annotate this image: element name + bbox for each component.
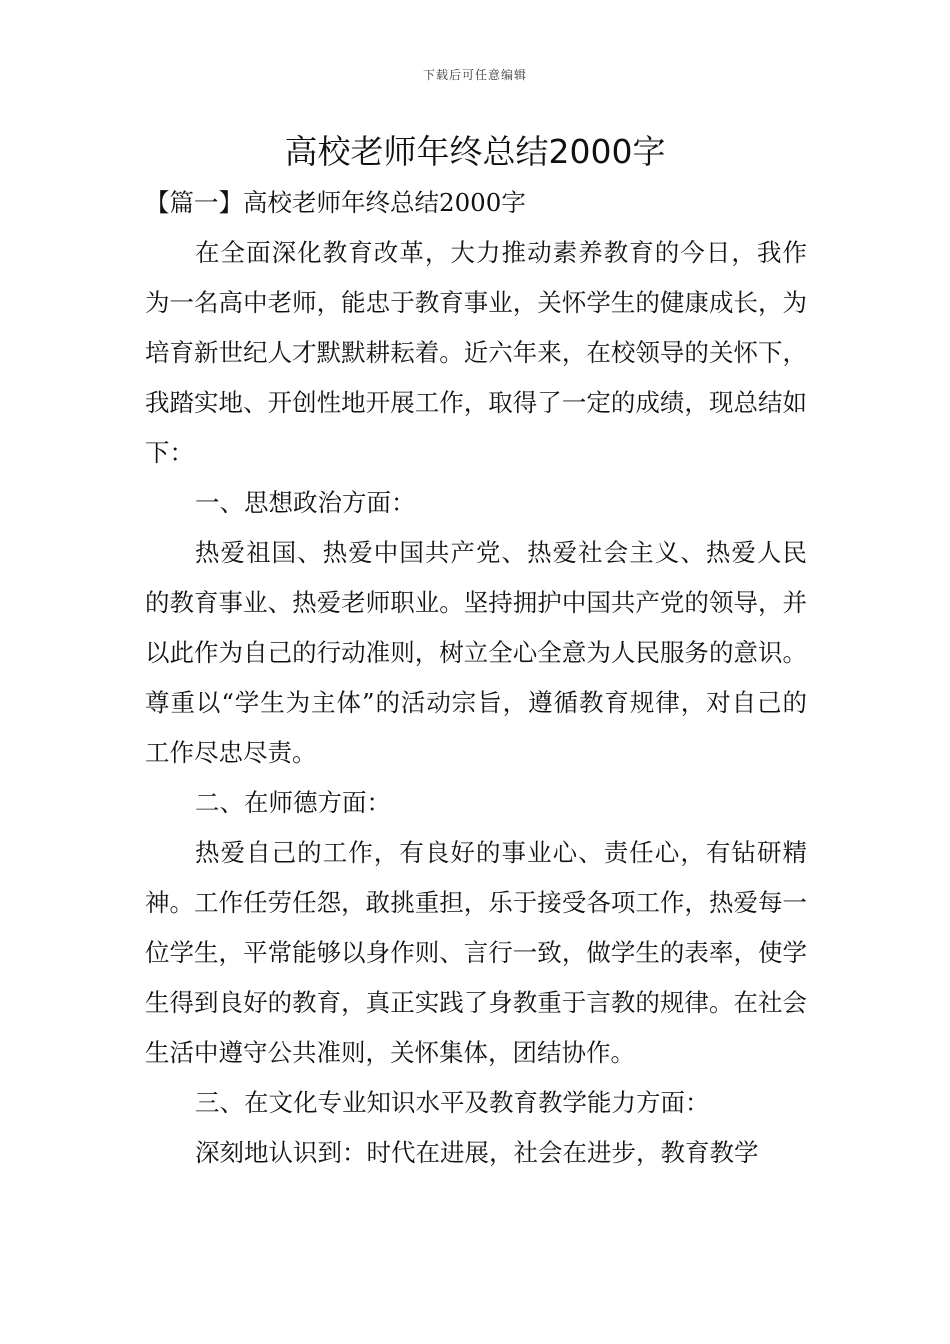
document-body — [145, 178, 807, 1178]
header-note: 下载后可任意编辑 — [422, 68, 527, 82]
paragraph-intro: 在全面深化教育改革，大力推动素养教育的今日，我作为一名高中老师，能忠于教育事业，关怀学生的健康成长，为培育新世纪人才默默耕耘着。近六年来，在校领导的关怀下，我踏实地、开创性地开展工作，取得了一定的成绩，现总结如下： — [145, 238, 807, 467]
heading-ideology: 一、思想政治方面： — [195, 488, 416, 517]
document-title: 高校老师年终总结2000字 — [284, 132, 666, 171]
heading-professional: 三、在文化专业知识水平及教育教学能力方面： — [195, 1088, 710, 1117]
section-label: 【篇一】高校老师年终总结2000字 — [145, 188, 526, 217]
paragraph-professional: 深刻地认识到：时代在进展，社会在进步，教育教学 — [195, 1138, 759, 1167]
paragraph-ideology: 热爱祖国、热爱中国共产党、热爱社会主义、热爱人民的教育事业、热爱老师职业。坚持拥护中国共产党的领导，并以此作为自己的行动准则，树立全心全意为人民服务的意识。尊重以“学生为主体”的活动宗旨，遵循教育规律，对自己的工作尽忠尽责。 — [145, 538, 807, 767]
paragraph-ethics: 热爱自己的工作，有良好的事业心、责任心，有钻研精神。工作任劳任怨，敢挑重担，乐于接受各项工作，热爱每一位学生，平常能够以身作则、言行一致，做学生的表率，使学生得到良好的教育，真正实践了身教重于言教的规律。在社会生活中遵守公共准则，关怀集体，团结协作。 — [145, 838, 807, 1067]
heading-ethics: 二、在师德方面： — [195, 788, 391, 817]
